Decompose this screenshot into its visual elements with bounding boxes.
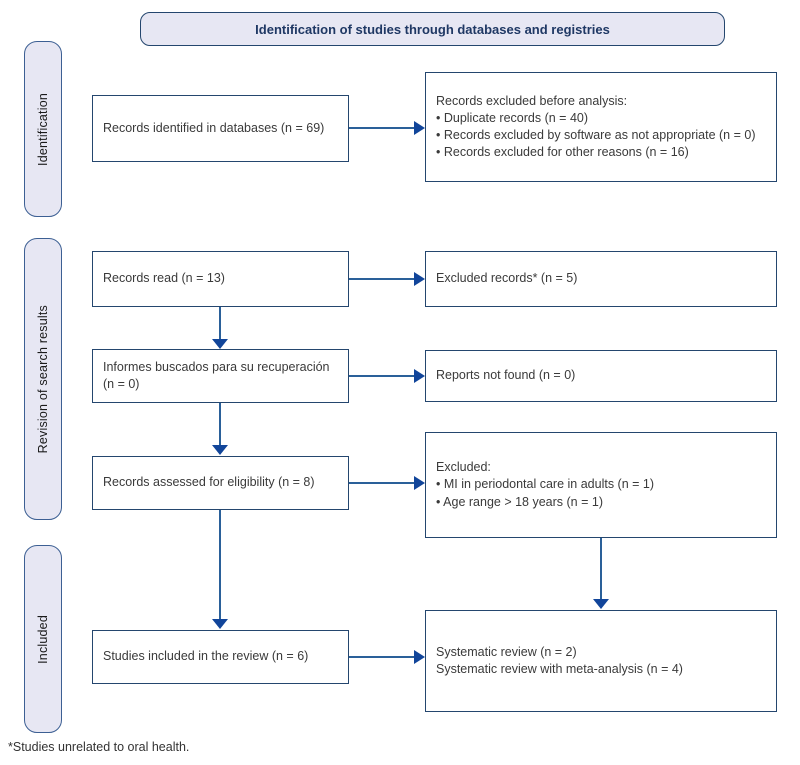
box-records-excluded-before-analysis: [425, 72, 777, 182]
excluded-eligibility-title: Excluded:: [436, 460, 491, 475]
arrow-assessed-to-included-line: [219, 510, 221, 620]
stage-included-label: Included: [36, 614, 50, 664]
box-excluded-records: [425, 251, 777, 307]
stage-revision-label: Revision of search results: [36, 304, 50, 454]
excluded-before-analysis-title: Records excluded before analysis:: [436, 93, 628, 108]
stage-included: [24, 545, 62, 733]
arrow-sought-to-notfound-line: [349, 375, 415, 377]
arrow-excluded-to-breakdown-head-icon: [593, 599, 609, 609]
arrow-assessed-to-excluded-head-icon: [414, 476, 425, 490]
arrow-sought-to-assessed-head-icon: [212, 445, 228, 455]
box-included-breakdown: [425, 610, 777, 712]
arrow-excluded-to-breakdown-line: [600, 538, 602, 600]
arrow-read-to-excluded-head-icon: [414, 272, 425, 286]
arrow-included-to-breakdown-line: [349, 656, 415, 658]
arrow-included-to-breakdown-head-icon: [414, 650, 425, 664]
box-excluded-eligibility: [425, 432, 777, 538]
excluded-eligibility-item: • MI in periodontal care in adults (n = 1): [436, 477, 655, 492]
excluded-before-analysis-item: • Records excluded for other reasons (n = 16): [436, 145, 689, 160]
arrow-sought-to-notfound-head-icon: [414, 369, 425, 383]
box-reports-not-found: [425, 350, 777, 402]
included-breakdown-line: Systematic review (n = 2): [436, 644, 577, 659]
excluded-eligibility-item: • Age range > 18 years (n = 1): [436, 494, 603, 509]
arrow-read-to-excluded-line: [349, 278, 415, 280]
title-banner-label: Identification of studies through databases and registries: [255, 21, 610, 37]
stage-identification-label: Identification: [36, 92, 50, 166]
box-reports-sought-text: Informes buscados para su recuperación (n = 0): [103, 359, 330, 391]
arrow-sought-to-assessed-line: [219, 403, 221, 446]
box-studies-included-text: Studies included in the review (n = 6): [103, 649, 309, 664]
box-excluded-records-text: Excluded records* (n = 5): [436, 271, 578, 286]
box-records-assessed: [92, 456, 349, 510]
footnote: *Studies unrelated to oral health.: [8, 740, 190, 754]
arrow-read-to-sought-line: [219, 307, 221, 340]
arrow-identified-to-excluded-head-icon: [414, 121, 425, 135]
arrow-assessed-to-included-head-icon: [212, 619, 228, 629]
arrow-read-to-sought-head-icon: [212, 339, 228, 349]
arrow-identified-to-excluded-line: [349, 127, 415, 129]
box-records-assessed-text: Records assessed for eligibility (n = 8): [103, 475, 315, 490]
box-studies-included: [92, 630, 349, 684]
box-records-identified-text: Records identified in databases (n = 69): [103, 120, 325, 135]
arrow-assessed-to-excluded-line: [349, 482, 415, 484]
title-banner: [140, 12, 725, 46]
box-reports-sought: [92, 349, 349, 403]
excluded-before-analysis-item: • Records excluded by software as not appropriate (n = 0): [436, 128, 756, 142]
box-reports-not-found-text: Reports not found (n = 0): [436, 368, 576, 383]
box-records-read: [92, 251, 349, 307]
stage-identification: [24, 41, 62, 217]
stage-revision-of-search-results: [24, 238, 62, 520]
excluded-before-analysis-item: • Duplicate records (n = 40): [436, 110, 589, 125]
box-records-read-text: Records read (n = 13): [103, 271, 225, 286]
box-records-identified: [92, 95, 349, 162]
included-breakdown-line: Systematic review with meta-analysis (n = 4): [436, 662, 683, 676]
